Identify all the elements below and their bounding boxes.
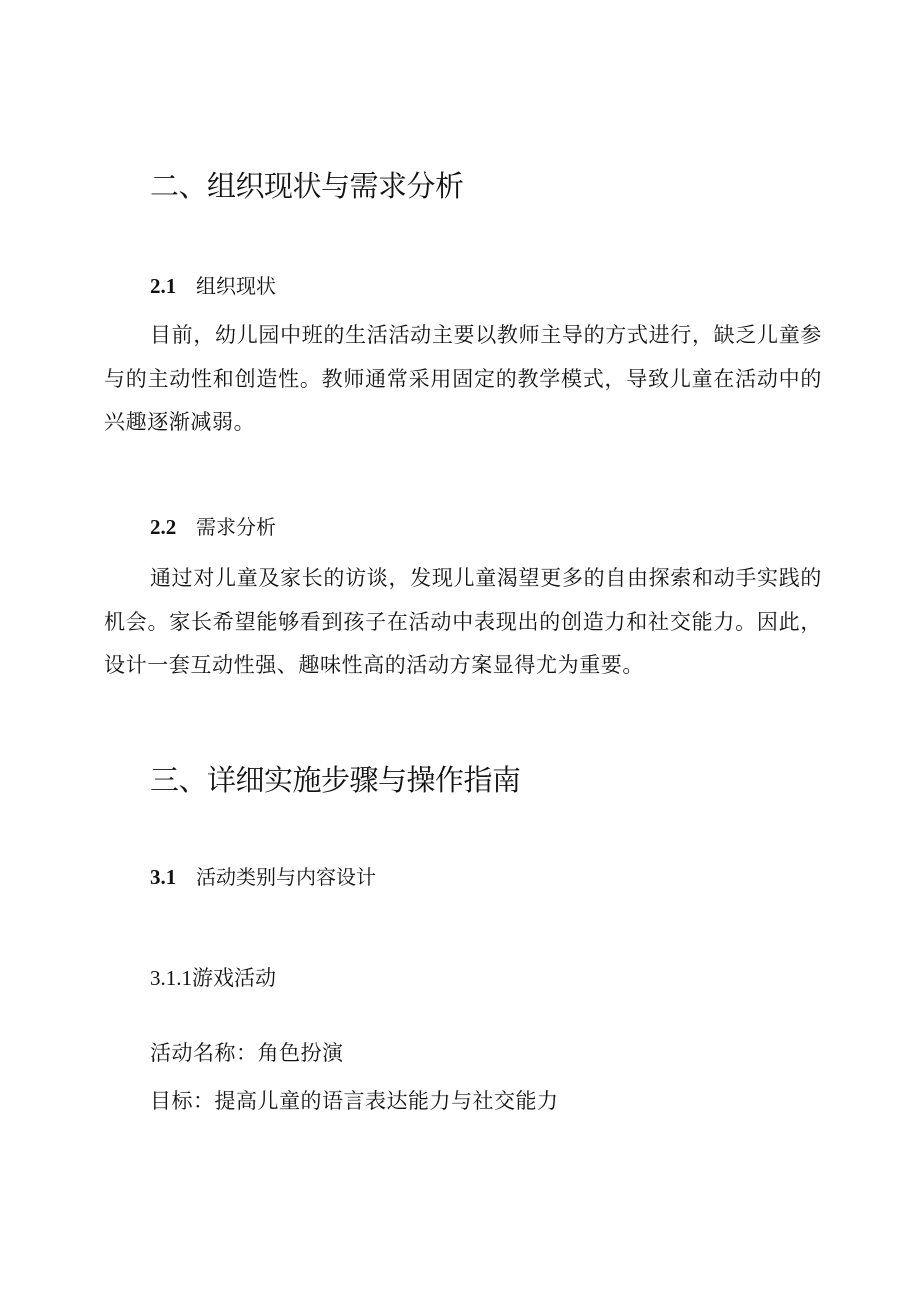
section-3-heading: 三、详细实施步骤与操作指南 [150,763,521,797]
section-2-heading: 二、组织现状与需求分析 [150,169,464,203]
subsection-2-2-heading [150,513,276,541]
subsection-2-2-title: 需求分析 [196,515,276,539]
subsection-2-1-title: 组织现状 [196,274,276,298]
subsection-3-1-1-heading [150,964,276,992]
subsection-3-1-heading [150,863,376,891]
subsection-2-1-number: 2.1 [150,274,177,298]
subsection-3-1-1-title: 游戏活动 [192,966,276,990]
subsection-3-1-title: 活动类别与内容设计 [196,865,376,889]
subsection-2-1-heading [150,272,276,300]
subsection-2-2-paragraph: 通过对儿童及家长的访谈，发现儿童渴望更多的自由探索和动手实践的机会。家长希望能够看到孩子在活动中表现出的创造力和社交能力。因此，设计一套互动性强、趣味性高的活动方案显得尤为重要。 [104,566,822,677]
activity-goal-line: 目标：提高儿童的语言表达能力与社交能力 [150,1089,559,1113]
activity-name-line: 活动名称：角色扮演 [150,1041,344,1065]
subsection-2-1-paragraph: 目前，幼儿园中班的生活活动主要以教师主导的方式进行，缺乏儿童参与的主动性和创造性。教师通常采用固定的教学模式，导致儿童在活动中的兴趣逐渐减弱。 [104,323,822,434]
subsection-3-1-number: 3.1 [150,865,177,889]
subsection-3-1-1-number: 3.1.1 [150,966,192,990]
subsection-2-2-number: 2.2 [150,515,177,539]
